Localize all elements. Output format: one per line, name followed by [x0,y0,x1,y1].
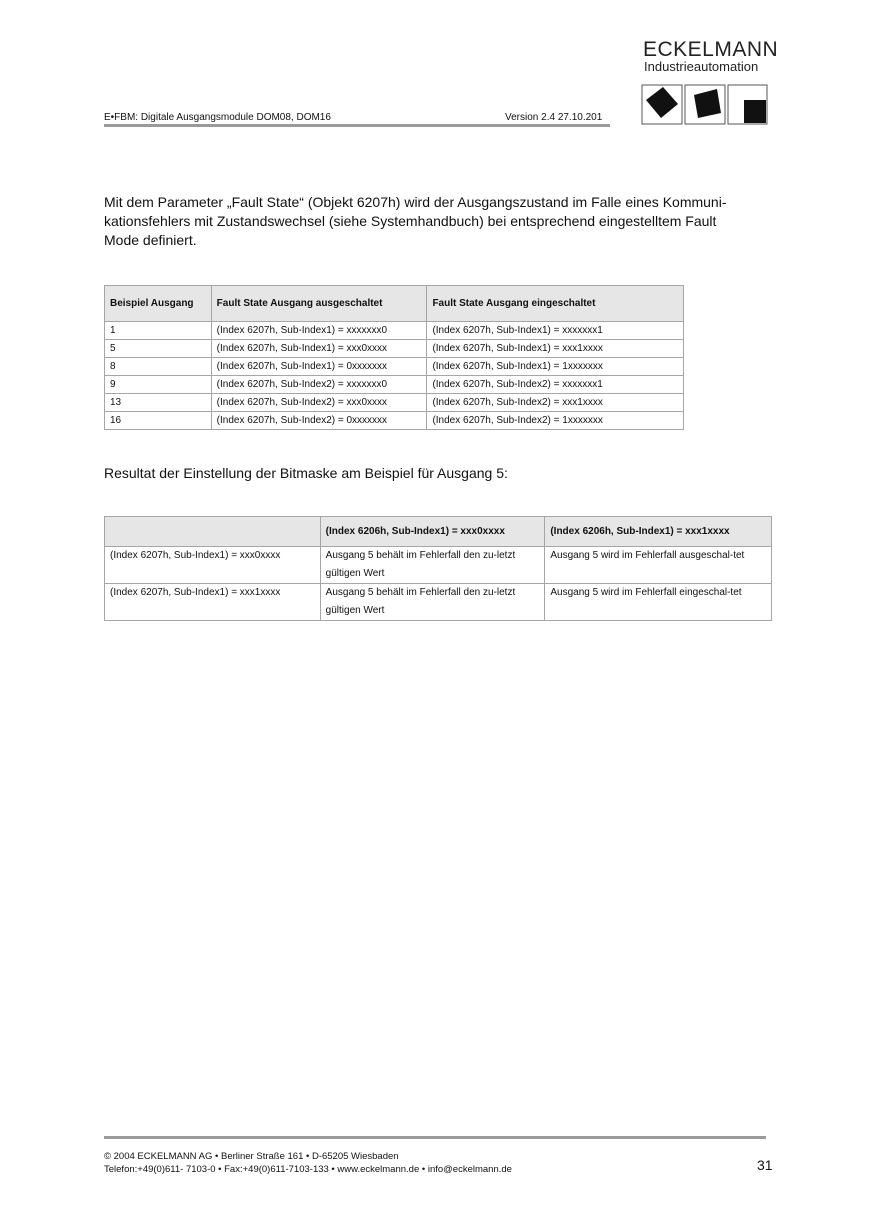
table-cell: Ausgang 5 wird im Fehlerfall ausgeschal-tet [545,547,772,584]
table-cell: (Index 6207h, Sub-Index1) = xxxxxxx1 [427,322,684,340]
table-cell: Ausgang 5 behält im Fehlerfall den zu-letzt gültigen Wert [320,584,545,621]
table-cell: Ausgang 5 behält im Fehlerfall den zu-letzt gültigen Wert [320,547,545,584]
brand-subtitle: Industrieautomation [644,59,759,74]
table-cell: (Index 6207h, Sub-Index2) = xxxxxxx1 [427,376,684,394]
footer-address: © 2004 ECKELMANN AG • Berliner Straße 161 • D-65205 Wiesbaden [104,1151,399,1162]
table-cell: Ausgang 5 wird im Fehlerfall eingeschal-tet [545,584,772,621]
table-cell: (Index 6207h, Sub-Index1) = xxx0xxxx [211,340,427,358]
table-cell: (Index 6207h, Sub-Index1) = 1xxxxxxx [427,358,684,376]
table-cell: 5 [105,340,212,358]
column-header: (Index 6206h, Sub-Index1) = xxx1xxxx [545,517,772,547]
table-row [105,394,684,412]
brand-name: ECKELMANN [643,38,779,61]
column-header [105,517,321,547]
table-row [105,547,772,584]
column-header: Beispiel Ausgang [105,286,212,322]
table-cell: (Index 6207h, Sub-Index2) = 1xxxxxxx [427,412,684,430]
table-cell: (Index 6207h, Sub-Index2) = xxxxxxx0 [211,376,427,394]
table-cell: (Index 6207h, Sub-Index1) = xxx1xxxx [427,340,684,358]
table-row [105,358,684,376]
table-row [105,322,684,340]
page-number: 31 [757,1157,773,1173]
footer-rule [104,1136,766,1139]
table-cell: 8 [105,358,212,376]
column-header: Fault State Ausgang eingeschaltet [427,286,684,322]
table-cell: (Index 6207h, Sub-Index1) = 0xxxxxxx [211,358,427,376]
bitmask-result-table [104,516,772,621]
column-header: (Index 6206h, Sub-Index1) = xxx0xxxx [320,517,545,547]
table-cell: (Index 6207h, Sub-Index2) = xxx1xxxx [427,394,684,412]
document-version: Version 2.4 27.10.201 [505,112,603,123]
table-header-row [105,286,684,322]
table-row [105,412,684,430]
table-header-row [105,517,772,547]
table-cell: 9 [105,376,212,394]
table-cell: (Index 6207h, Sub-Index2) = 0xxxxxxx [211,412,427,430]
table-cell: (Index 6207h, Sub-Index1) = xxx1xxxx [105,584,321,621]
table-cell: 1 [105,322,212,340]
fault-state-table [104,285,684,430]
table-row [105,376,684,394]
intro-paragraph: Mit dem Parameter „Fault State“ (Objekt 6207h) wird der Ausgangszustand im Falle eines Kommuni-kationsfehlers mit Zustandswechsel (siehe Systemhandbuch) bei entsprechend eingestelltem Fault Mode definiert. [104,194,727,248]
table-cell: 13 [105,394,212,412]
table-row [105,340,684,358]
table-cell: 16 [105,412,212,430]
result-caption: Resultat der Einstellung der Bitmaske am Beispiel für Ausgang 5: [104,465,508,481]
column-header: Fault State Ausgang ausgeschaltet [211,286,427,322]
table-cell: (Index 6207h, Sub-Index2) = xxx0xxxx [211,394,427,412]
document-title: E•FBM: Digitale Ausgangsmodule DOM08, DOM16 [104,112,331,123]
footer-contact: Telefon:+49(0)611- 7103-0 • Fax:+49(0)611-7103-133 • www.eckelmann.de • info@eckelmann.de [104,1164,512,1175]
table-row [105,584,772,621]
table-cell: (Index 6207h, Sub-Index1) = xxxxxxx0 [211,322,427,340]
table-cell: (Index 6207h, Sub-Index1) = xxx0xxxx [105,547,321,584]
logo-icon [641,84,769,126]
header-rule [104,124,610,127]
